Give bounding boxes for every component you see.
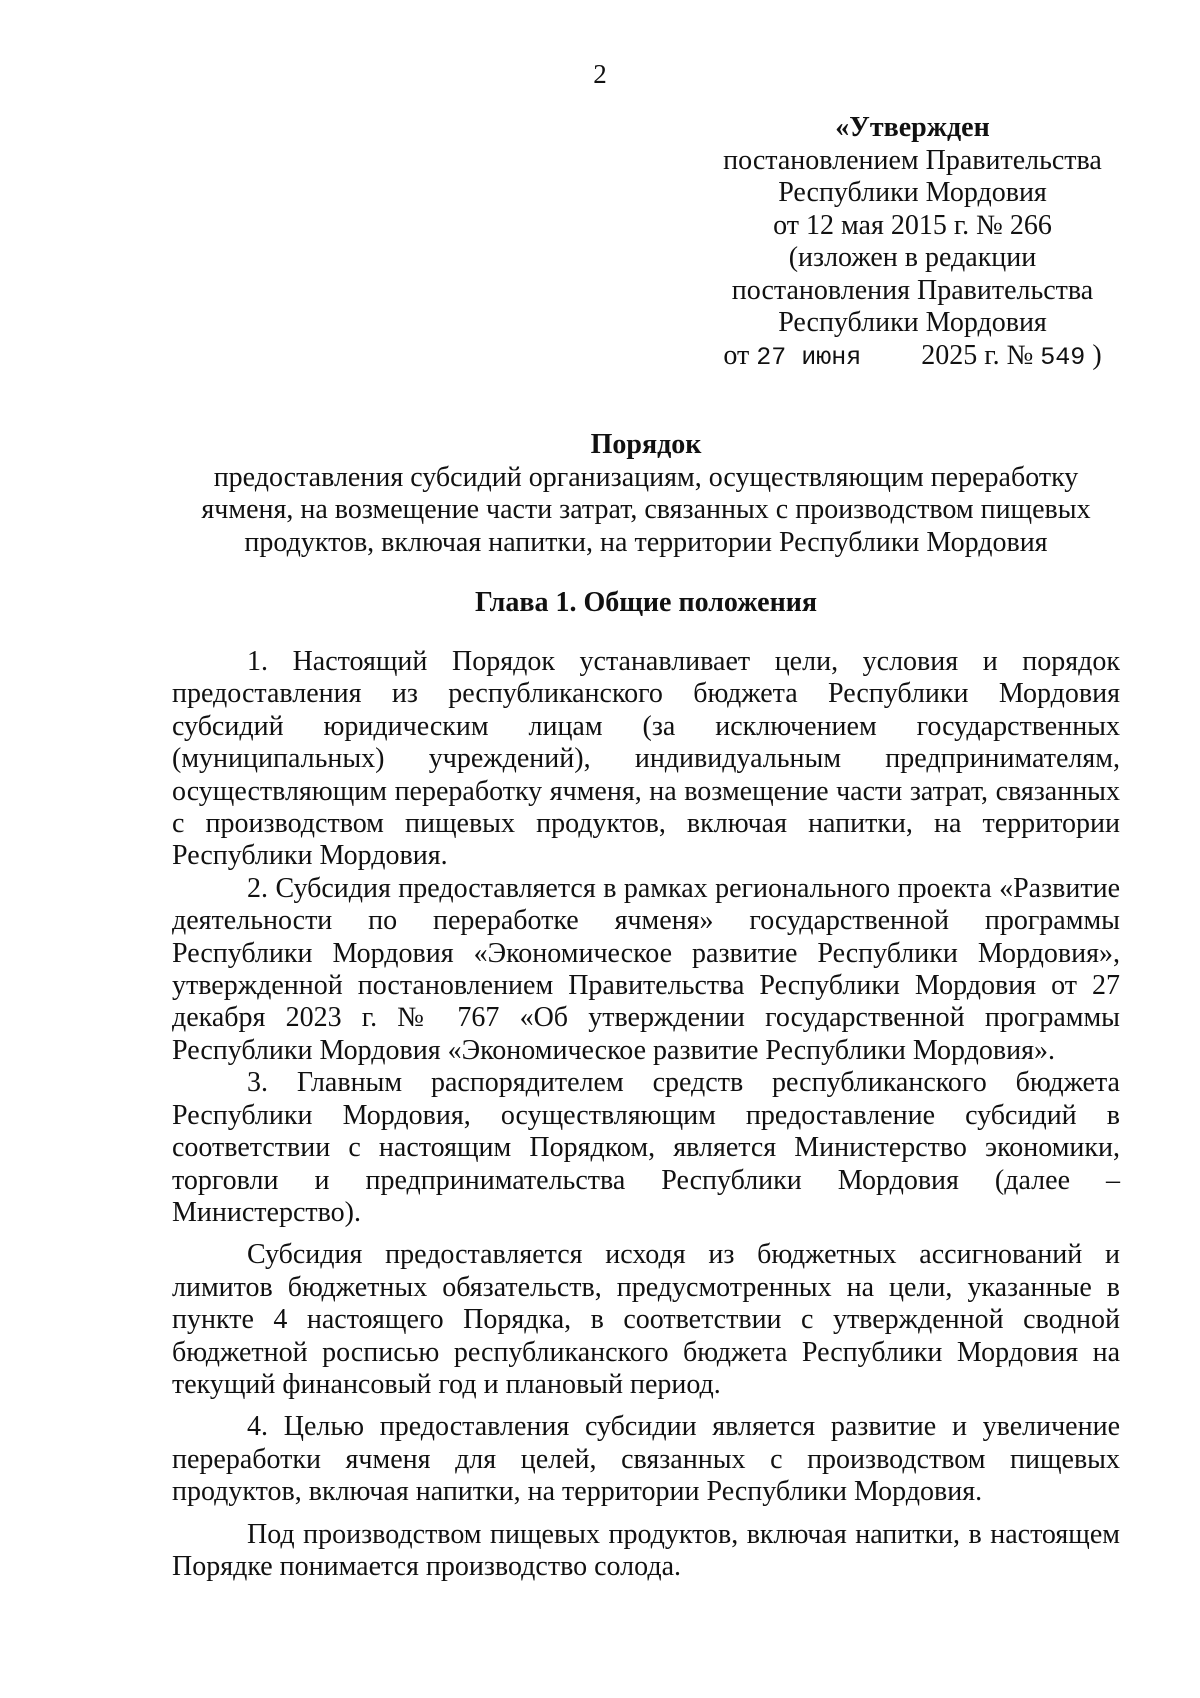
paragraph-4-continuation: Под производством пищевых продуктов, включая напитки, в настоящем Порядке понимается производство солода. xyxy=(172,1518,1120,1582)
approval-date-day-month: 27 июня xyxy=(756,342,862,372)
document-subtitle: предоставления субсидий организациям, осуществляющим переработку ячменя, на возмещение части затрат, связанных с производством пищевых продуктов, включая напитки, на территории Республики Мордовия xyxy=(201,461,1091,558)
approval-line: постановлением Правительства xyxy=(723,144,1102,176)
approval-date-close: ) xyxy=(1092,339,1102,371)
approval-document-number: 549 xyxy=(1040,342,1086,372)
approval-title: «Утвержден xyxy=(835,112,990,143)
document-body xyxy=(172,646,1120,1583)
paragraph-3: 3. Главным распорядителем средств республиканского бюджета Республики Мордовия, осуществляющим предоставление субсидий в соответствии с настоящим Порядком, является Министерство экономики, торговли и предпринимательства Республики Мордовия (далее – Министерство). xyxy=(172,1067,1120,1228)
document-title-block xyxy=(172,429,1120,559)
paragraph-1: 1. Настоящий Порядок устанавливает цели, условия и порядок предоставления из республиканского бюджета Республики Мордовия субсидий юридическим лицам (за исключением государственных (муниципальных) учреждений), индивидуальным предпринимателям, осуществляющим переработку ячменя, на возмещение части затрат, связанных с производством пищевых продуктов, включая напитки, на территории Республики Мордовия. xyxy=(172,646,1120,872)
approval-line: (изложен в редакции xyxy=(788,242,1037,273)
chapter-heading: Глава 1. Общие положения xyxy=(474,587,817,618)
approval-date-prefix: от xyxy=(723,339,750,371)
paragraph-3-continuation: Субсидия предоставляется исходя из бюджетных ассигнований и лимитов бюджетных обязательств, предусмотренных на цели, указанные в пункте 4 настоящего Порядка, в соответствии с утвержденной сводной бюджетной росписью республиканского бюджета Республики Мордовия на текущий финансовый год и плановый период. xyxy=(172,1239,1120,1400)
approval-line: Республики Мордовия xyxy=(778,177,1047,208)
approval-stamp-block xyxy=(710,112,1115,374)
paragraph-2: 2. Субсидия предоставляется в рамках регионального проекта «Развитие деятельности по переработке ячменя» государственной программы Республики Мордовия «Экономическое развитие Республики Мордовия», утвержденной постановлением Правительства Республики Мордовия от 27 декабря 2023 г. № 767 «Об утверждении государственной программы Республики Мордовия «Экономическое развитие Республики Мордовия». xyxy=(172,872,1120,1066)
approval-line: постановления Правительства xyxy=(731,274,1094,306)
approval-line: Республики Мордовия xyxy=(778,307,1047,338)
approval-date-year: 2025 г. № xyxy=(921,339,1034,371)
approval-line: от 12 мая 2015 г. № 266 xyxy=(773,209,1052,241)
page-number: 2 xyxy=(593,59,607,89)
paragraph-4: 4. Целью предоставления субсидии является развитие и увеличение переработки ячменя для целей, связанных с производством пищевых продуктов, включая напитки, на территории Республики Мордовия. xyxy=(172,1411,1120,1508)
approval-date-line xyxy=(710,340,1115,375)
document-title: Порядок xyxy=(590,429,702,460)
